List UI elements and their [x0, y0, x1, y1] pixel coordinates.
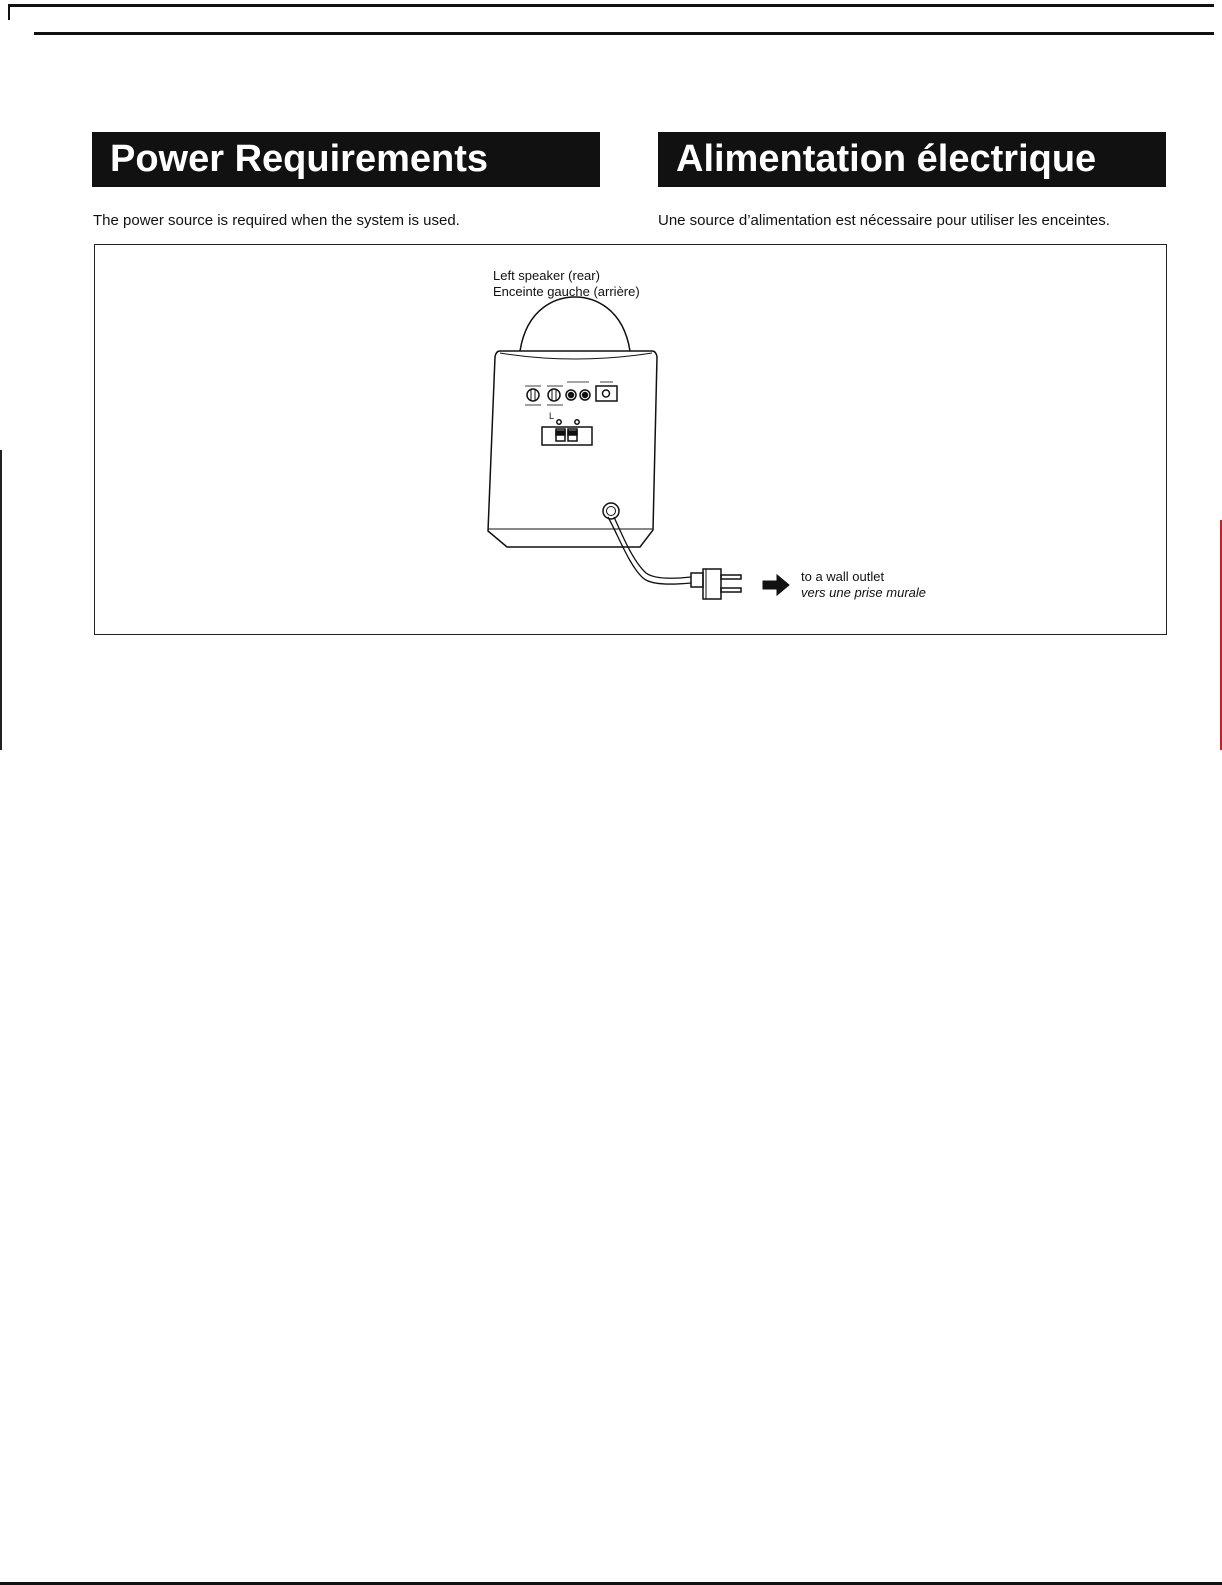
- speaker-label-english: Left speaker (rear): [493, 268, 600, 283]
- heading-power-requirements: Power Requirements: [92, 132, 600, 187]
- outlet-caption: [801, 569, 926, 601]
- left-edge-mark: [0, 450, 2, 750]
- control-knobs: [527, 389, 590, 401]
- speaker-label-french: Enceinte gauche (arrière): [493, 284, 640, 299]
- outlet-label-english: to a wall outlet: [801, 569, 885, 584]
- heading-alimentation-electrique: Alimentation électrique: [658, 132, 1166, 187]
- speaker-illustration: [95, 245, 1166, 634]
- speaker-cabinet: [488, 351, 657, 547]
- corner-tick: [8, 4, 10, 20]
- speaker-dome: [520, 297, 630, 351]
- speaker-terminals: [542, 427, 592, 445]
- top-rule: [8, 4, 1214, 7]
- power-cord: [608, 517, 691, 584]
- input-jack: [596, 386, 617, 401]
- panel-letter: L: [549, 411, 555, 421]
- intro-text-french: Une source d’alimentation est nécessaire pour utiliser les enceintes.: [658, 212, 1110, 229]
- outlet-label-french: vers une prise murale: [801, 585, 926, 600]
- cord-grommet: [603, 503, 619, 519]
- power-plug: [691, 569, 741, 599]
- arrow-icon: [763, 575, 789, 595]
- intro-text-english: The power source is required when the system is used.: [93, 212, 460, 229]
- top-rule-secondary: [34, 32, 1214, 35]
- power-connection-figure: [94, 244, 1167, 635]
